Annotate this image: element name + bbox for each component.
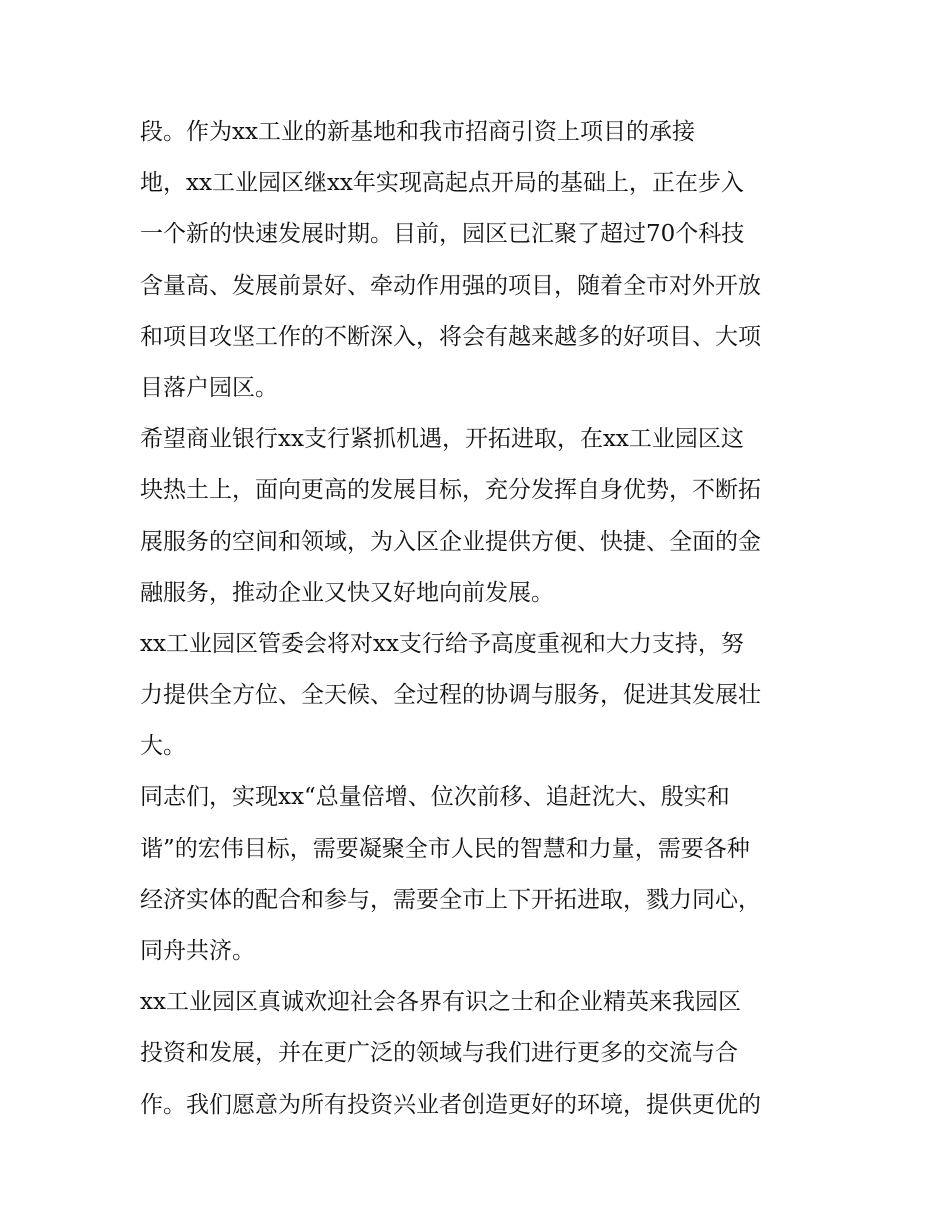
text-line: 谐”的宏伟目标，需要凝聚全市人民的智慧和力量，需要各种	[140, 835, 750, 862]
text-line: 力提供全方位、全天候、全过程的协调与服务，促进其发展壮	[140, 682, 761, 709]
text-line: 希望商业银行xx支行紧抓机遇，开拓进取，在xx工业园区这	[140, 426, 744, 453]
text-line: 块热土上，面向更高的发展目标，充分发挥自身优势，不断拓	[140, 477, 761, 504]
document-body	[140, 107, 820, 1131]
text-line: 投资和发展，并在更广泛的领域与我们进行更多的交流与合	[140, 1040, 738, 1067]
text-line: xx工业园区管委会将对xx支行给予高度重视和大力支持，努	[140, 630, 744, 657]
text-line: xx工业园区真诚欢迎社会各界有识之士和企业精英来我园区	[140, 989, 741, 1016]
text-line: 含量高、发展前景好、牵动作用强的项目，随着全市对外开放	[140, 272, 761, 299]
text-line: 大。	[140, 733, 186, 760]
text-line: 段。作为xx工业的新基地和我市招商引资上项目的承接	[140, 119, 695, 145]
text-line: 融服务，推动企业又快又好地向前发展。	[140, 579, 554, 606]
text-line: 展服务的空间和领域，为入区企业提供方便、快捷、全面的金	[140, 528, 761, 555]
text-line: 和项目攻坚工作的不断深入，将会有越来越多的好项目、大项	[140, 323, 761, 350]
text-line: 一个新的快速发展时期。目前，园区已汇聚了超过70个科技	[140, 221, 745, 248]
text-line: 同志们，实现xx“总量倍增、位次前移、追赶沈大、殷实和	[140, 784, 730, 811]
text-line: 经济实体的配合和参与，需要全市上下开拓进取，戮力同心，	[140, 886, 761, 913]
text-line: 地，xx工业园区继xx年实现高起点开局的基础上，正在步入	[140, 170, 744, 197]
text-line: 目落户园区。	[140, 374, 278, 401]
text-line: 作。我们愿意为所有投资兴业者创造更好的环境，提供更优的	[140, 1091, 761, 1118]
text-line: 同舟共济。	[140, 938, 255, 964]
